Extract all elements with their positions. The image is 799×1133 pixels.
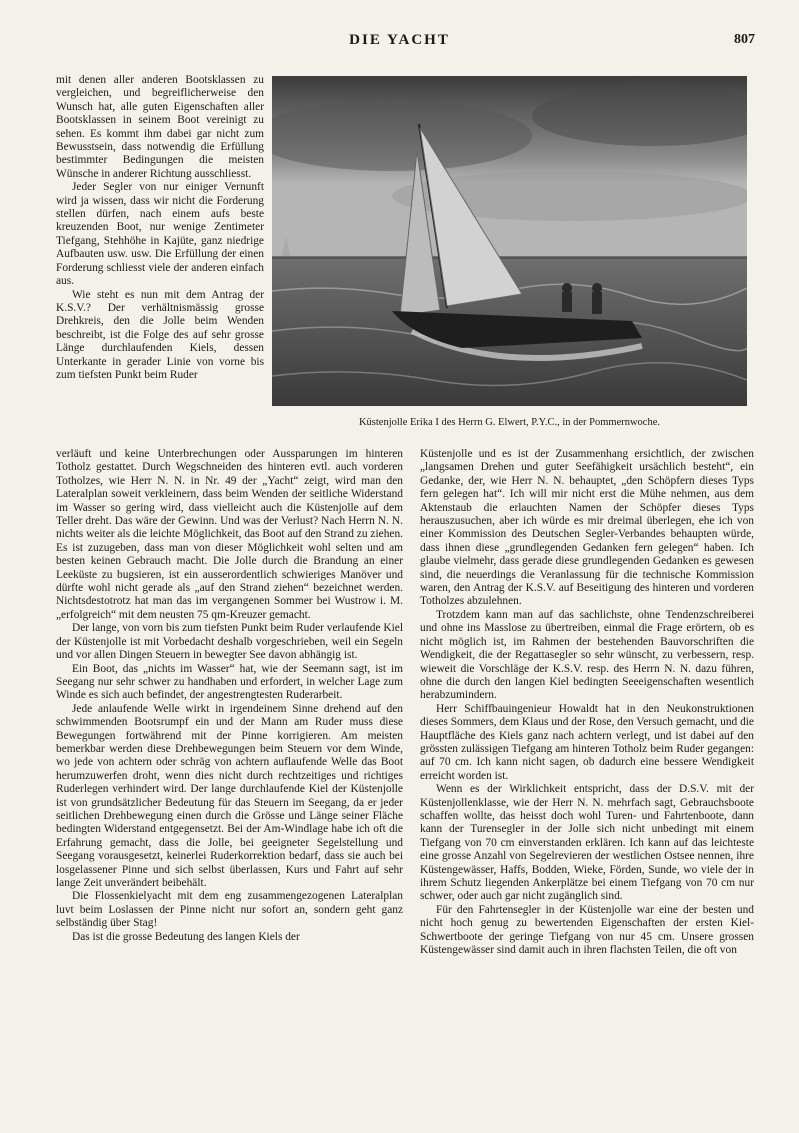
paragraph: Herr Schiffbauingenieur Howaldt hat in den Neukonstruktionen dieses Sommers, dem Klaus und der Rose, den Versuch gemacht, und die Hauptfläche des Kiels ganz nach achtern verlegt, und ist dabei auf den grössten zulässigen Tiefgang am hinteren Totholz beim Ruder gegangen: auf 70 cm. Ich kann nicht sagen, ob dadurch eine bessere Wendigkeit erreicht worden ist.	[420, 702, 754, 782]
paragraph: Trotzdem kann man auf das sachlichste, ohne Tendenzschreiberei und ohne ins Masslose zu übertreiben, einmal die Frage erörtern, ob es nicht möglich ist, im Rahmen der bestehenden Bauvorschriften die Wendigkeit, die der Regattasegler so sehr wünscht, zu verbessern, resp. wieweit die Vorschläge der K.S.V. resp. des Herrn N. N. dazu führen, ohne die durch den langen Kiel bedingten Seeeigenschaften wesentlich herabzumindern.	[420, 608, 754, 702]
middle-column	[56, 448, 403, 944]
running-header-title: DIE YACHT	[349, 32, 450, 48]
paragraph: Das ist die grosse Bedeutung des langen Kiels der	[72, 930, 300, 943]
paragraph: Für den Fahrtensegler in der Küstenjolle war eine der besten und nicht hoch genug zu bewertenden Eigenschaften der ersten Kiel-Schwertboote der geringe Tiefgang von nur 45 cm. Unsere grossen Küstengewässer sind damit auch in ihren flachsten Teilen, die oft von	[420, 903, 754, 957]
paragraph: Küstenjolle und es ist der Zusammenhang ersichtlich, der zwischen „langsamen Drehen und guter Seefähigkeit ursächlich besteht“, ein Gedanke, der, wie Herr N. N. behauptet, „den Schöpfern dieses Typs fern gelegen hat“. Ich will mir nicht erst die Mühe nehmen, aus dem Aktenstaub die erlauchten Namen der Schöpfer dieses Typs herauszusuchen, aber ich würde es mir dreimal überlegen, ehe ich von einer Kommission des Deutschen Segler-Verbandes behaupten würde, dass ihnen diese „grundlegenden Gedanken fern gelegen“ haben. Ich glaube vielmehr, dass gerade diese grundlegenden Gedanken es gewesen sind, die neuerdings die Veranlassung für die technische Kommission waren, den Antrag der K.S.V. auf Beseitigung des hinteren und vorderen Totholzes abzulehnen.	[420, 448, 754, 608]
page-number: 807	[734, 32, 755, 47]
paragraph: Ein Boot, das „nichts im Wasser“ hat, wie der Seemann sagt, ist im Seegang nur sehr schwer zu handhaben und erfordert, in welcher Lage zum Winde es sich auch befindet, der angestrengtesten Ruderarbeit.	[56, 662, 403, 702]
paragraph: mit denen aller anderen Bootsklassen zu vergleichen, und begreiflicherweise den Wunsch hat, alle guten Eigenschaften aller Bootsklassen in seinem Boot vereinigt zu sehen. Es kommt ihm dabei gar nicht zum Bewusstsein, dass notwendig die Erfüllung bestimmter Bedingungen die meisten Wünsche in anderer Richtung ausschliesst.	[56, 74, 264, 180]
paragraph: Der lange, von vorn bis zum tiefsten Punkt beim Ruder verlaufende Kiel der Küstenjolle ist mit Vorbedacht deshalb vorgeschrieben, weil ein Segeln und vor allen Dingen Steuern in bewegter See davon abhängig ist.	[56, 622, 403, 662]
figure-caption: Küstenjolle Erika I des Herrn G. Elwert, P.Y.C., in der Pommernwoche.	[358, 417, 661, 428]
sailboat-photo	[272, 76, 747, 406]
sailboat-illustration	[272, 76, 747, 406]
paragraph: Jeder Segler von nur einiger Vernunft wird ja wissen, dass wir nicht die Forderung stellen dürfen, nach einem aufs beste kreuzenden Boot, nur wenige Zentimeter Tiefgang, Stehhöhe in Kajüte, ganz niedrige Aufbauten usw. usw. Die Erfüllung der einen Forderung schliesst viele der anderen einfach aus.	[56, 181, 264, 288]
paragraph: Wie steht es nun mit dem Antrag der K.S.V.? Der verhältnismässig grosse Drehkreis, den die Jolle beim Wenden beschreibt, ist die Folge des auf sehr grosse Länge durchlaufenden Kiels, dessen Unterkante in gerader Linie von vorne bis zum tiefsten Punkt beim Ruder	[56, 288, 264, 381]
left-column	[56, 74, 264, 382]
paragraph: Jede anlaufende Welle wirkt in irgendeinem Sinne drehend auf den schwimmenden Bootsrumpf ein und der Mann am Ruder muss diese Bewegungen fortwährend mit der Pinne korrigieren. Am meisten bemerkbar werden diese Drehbewegungen beim Steuern vor dem Winde, wo jede von achtern oder schräg von achtern auflaufende Welle das Boot herumzuwerfen droht, wenn dies nicht durch rechtzeitiges und richtiges Ruderlegen verhindert wird. Der lange durchlaufende Kiel der Küstenjolle ist von grundsätzlicher Bedeutung für das Steuern im Seegang, da er jeder seitlichen Drehbewegung einen durch die Grösse und Länge seiner Fläche bedingten Widerstand entgegensetzt. Bei der Am-Windlage habe ich oft die Erfahrung gemacht, dass die Jolle, bei geeigneter Segelstellung und Seegang vorausgesetzt, keinerlei Ruderkorrektion bedarf, dass sie auch bei losgelassener Pinne und sich selbst überlassen, Kurs und Fahrt auf sehr lange Zeit unverändert beibehält.	[56, 702, 403, 889]
paragraph: Die Flossenkielyacht mit dem eng zusammengezogenen Lateralplan luvt beim Loslassen der Pinne nicht nur sofort an, sondern geht ganz selbständig über Stag!	[56, 890, 403, 930]
right-column	[420, 448, 754, 957]
paragraph: verläuft und keine Unterbrechungen oder Aussparungen im hinteren Totholz gestattet. Durch Wegschneiden des hinteren evtl. auch vorderen Totholzes, wie Herr N. N. in Nr. 49 der „Yacht“ zeigt, wird man den Lateralplan soweit verkleinern, dass beim Wenden der seitliche Widerstand im Wasser so gering wird, dass vielleicht auch die Küstenjolle auf dem Teller dreht. Das wäre der Gewinn. Und was der Verlust? Nach Herrn N. N. nichts weiter als die leichte Möglichkeit, das Boot auf den Strand zu ziehen. Es ist zuzugeben, dass man von dieser Möglichkeit wohl selten und am besten keinen Gebrauch macht. Die Jolle durch die Brandung an einer Leeküste zu bugsieren, ist ein ausserordentlich schwieriges Manöver und dürfte wohl nicht gerade als „auf den Strand ziehen“ bezeichnet werden. Nichtsdestotrotz hat man das im vergangenen Sommer bei Wustrow i. M. „erfolgreich“ mit dem neusten 75 qm-Kreuzer gemacht.	[56, 448, 403, 621]
paragraph: Wenn es der Wirklichkeit entspricht, dass der D.S.V. mit der Küstenjollenklasse, wie der Herr N. N. mehrfach sagt, Gebrauchsboote schaffen wollte, das heisst doch wohl Turen- und Fahrtenboote, dann kann der Turensegler in der Jolle sich nicht unbedingt mit einem Tiefgang von 70 cm einverstanden erklären. Ich kann auf das leichteste eine grosse Anzahl von Segelrevieren der westlichen Ostsee nennen, ihre Küstengewässer, Haffs, Bodden, Wieke, Förden, Sunde, wo viele der in ihrem Schutz liegenden Ankerplätze bei einem Tiefgang von 70 cm nur schwer, oder auch gar nicht zugänglich sind.	[420, 783, 754, 903]
